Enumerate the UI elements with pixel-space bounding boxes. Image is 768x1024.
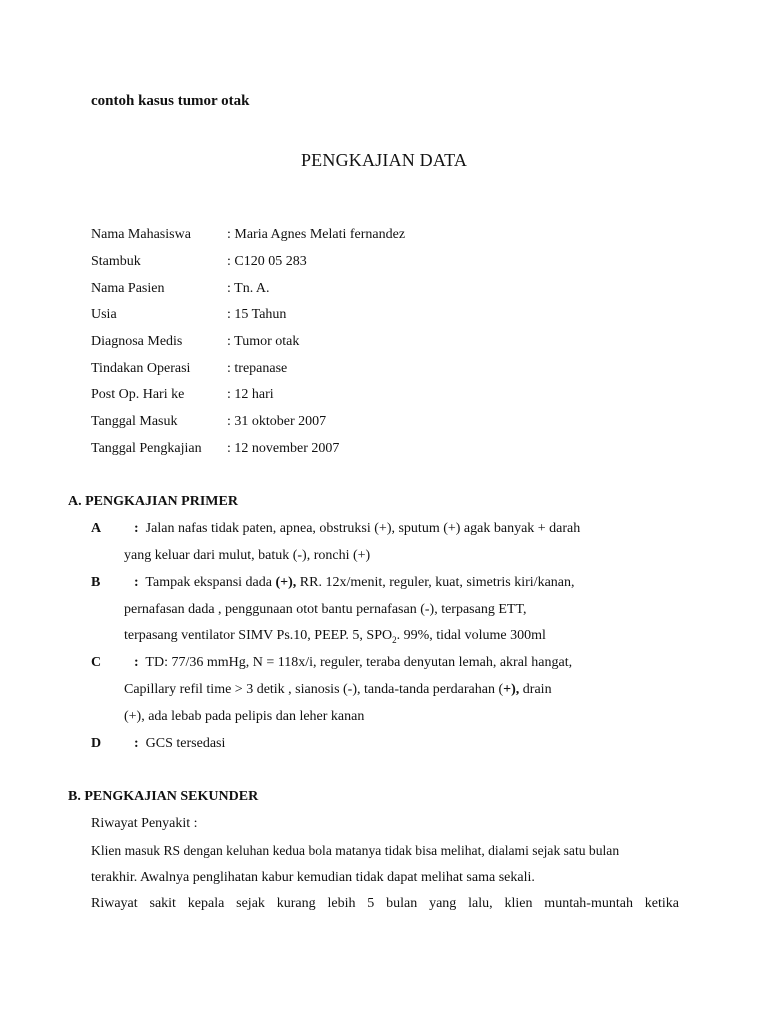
item-a-line1 [134, 521, 580, 537]
item-b-text3-post: . 99%, tidal volume 300ml [396, 628, 546, 643]
item-d-text1: GCS tersedasi [145, 736, 226, 751]
info-value: : Tumor otak [227, 334, 300, 349]
info-label: Stambuk [91, 254, 141, 269]
sekunder-paragraph-line1: Klien masuk RS dengan keluhan kedua bola matanya tidak bisa melihat, dialami sejak satu bulan [91, 843, 620, 858]
item-c-text2-pre: Capillary refil time > 3 detik , sianosis (-), tanda-tanda perdarahan ( [124, 682, 504, 697]
item-c-text2-post: drain [519, 682, 552, 697]
item-letter-d: D [91, 736, 102, 751]
info-label: Nama Pasien [91, 281, 165, 296]
sekunder-paragraph-line2: terakhir. Awalnya penglihatan kabur kemudian tidak dapat melihat sama sekali. [91, 870, 535, 885]
info-value: : 15 Tahun [227, 307, 287, 322]
document-heading: contoh kasus tumor otak [91, 93, 250, 109]
info-label: Nama Mahasiswa [91, 227, 191, 242]
item-c-text2-bold: +), [503, 682, 520, 697]
info-label: Tanggal Masuk [91, 414, 178, 429]
item-b-text1-post: RR. 12x/menit, reguler, kuat, simetris kiri/kanan, [296, 575, 575, 590]
section-sekunder-title: B. PENGKAJIAN SEKUNDER [68, 789, 259, 804]
sekunder-subtitle: Riwayat Penyakit : [91, 816, 198, 831]
info-label: Tanggal Pengkajian [91, 441, 202, 456]
item-colon: : [134, 521, 139, 536]
info-value: : C120 05 283 [227, 254, 307, 269]
info-value: : Tn. A. [227, 281, 270, 296]
item-letter-b: B [91, 575, 101, 590]
item-colon: : [134, 736, 139, 751]
section-primer-title: A. PENGKAJIAN PRIMER [68, 494, 238, 509]
item-colon: : [134, 575, 139, 590]
item-d-line1 [134, 736, 225, 752]
sekunder-paragraph-line3: Riwayat sakit kepala sejak kurang lebih 5 bulan yang lalu, klien muntah-muntah ketika [91, 896, 679, 911]
info-label: Tindakan Operasi [91, 361, 191, 376]
info-value: : Maria Agnes Melati fernandez [227, 227, 406, 242]
item-b-text3-pre: terpasang ventilator SIMV Ps.10, PEEP. 5, SPO [124, 628, 393, 643]
item-b-text3-sub: 2 [392, 634, 397, 645]
item-c-text1: TD: 77/36 mmHg, N = 118x/i, reguler, teraba denyutan lemah, akral hangat, [145, 655, 573, 670]
item-colon: : [134, 655, 139, 670]
page-title: PENGKAJIAN DATA [300, 150, 468, 170]
item-a-line2: yang keluar dari mulut, batuk (-), ronchi (+) [124, 548, 371, 563]
item-b-line1 [134, 575, 575, 591]
item-b-text1-pre: Tampak ekspansi dada [145, 575, 276, 590]
item-c-line3: (+), ada lebab pada pelipis dan leher kanan [124, 709, 365, 724]
item-c-line1 [134, 655, 572, 671]
info-label: Diagnosa Medis [91, 334, 183, 349]
info-label: Usia [91, 307, 117, 322]
item-letter-a: A [91, 521, 102, 536]
info-label: Post Op. Hari ke [91, 387, 185, 402]
info-value: : 12 hari [227, 387, 274, 402]
item-b-line2: pernafasan dada , penggunaan otot bantu pernafasan (-), terpasang ETT, [124, 602, 527, 617]
item-a-text1: Jalan nafas tidak paten, apnea, obstruksi (+), sputum (+) agak banyak + darah [145, 521, 581, 536]
item-letter-c: C [91, 655, 102, 670]
item-c-line2 [124, 682, 552, 698]
info-value: : trepanase [227, 361, 288, 376]
item-b-line3 [124, 628, 546, 645]
info-value: : 12 november 2007 [227, 441, 340, 456]
item-b-text1-bold: (+), [275, 575, 297, 590]
info-value: : 31 oktober 2007 [227, 414, 327, 429]
